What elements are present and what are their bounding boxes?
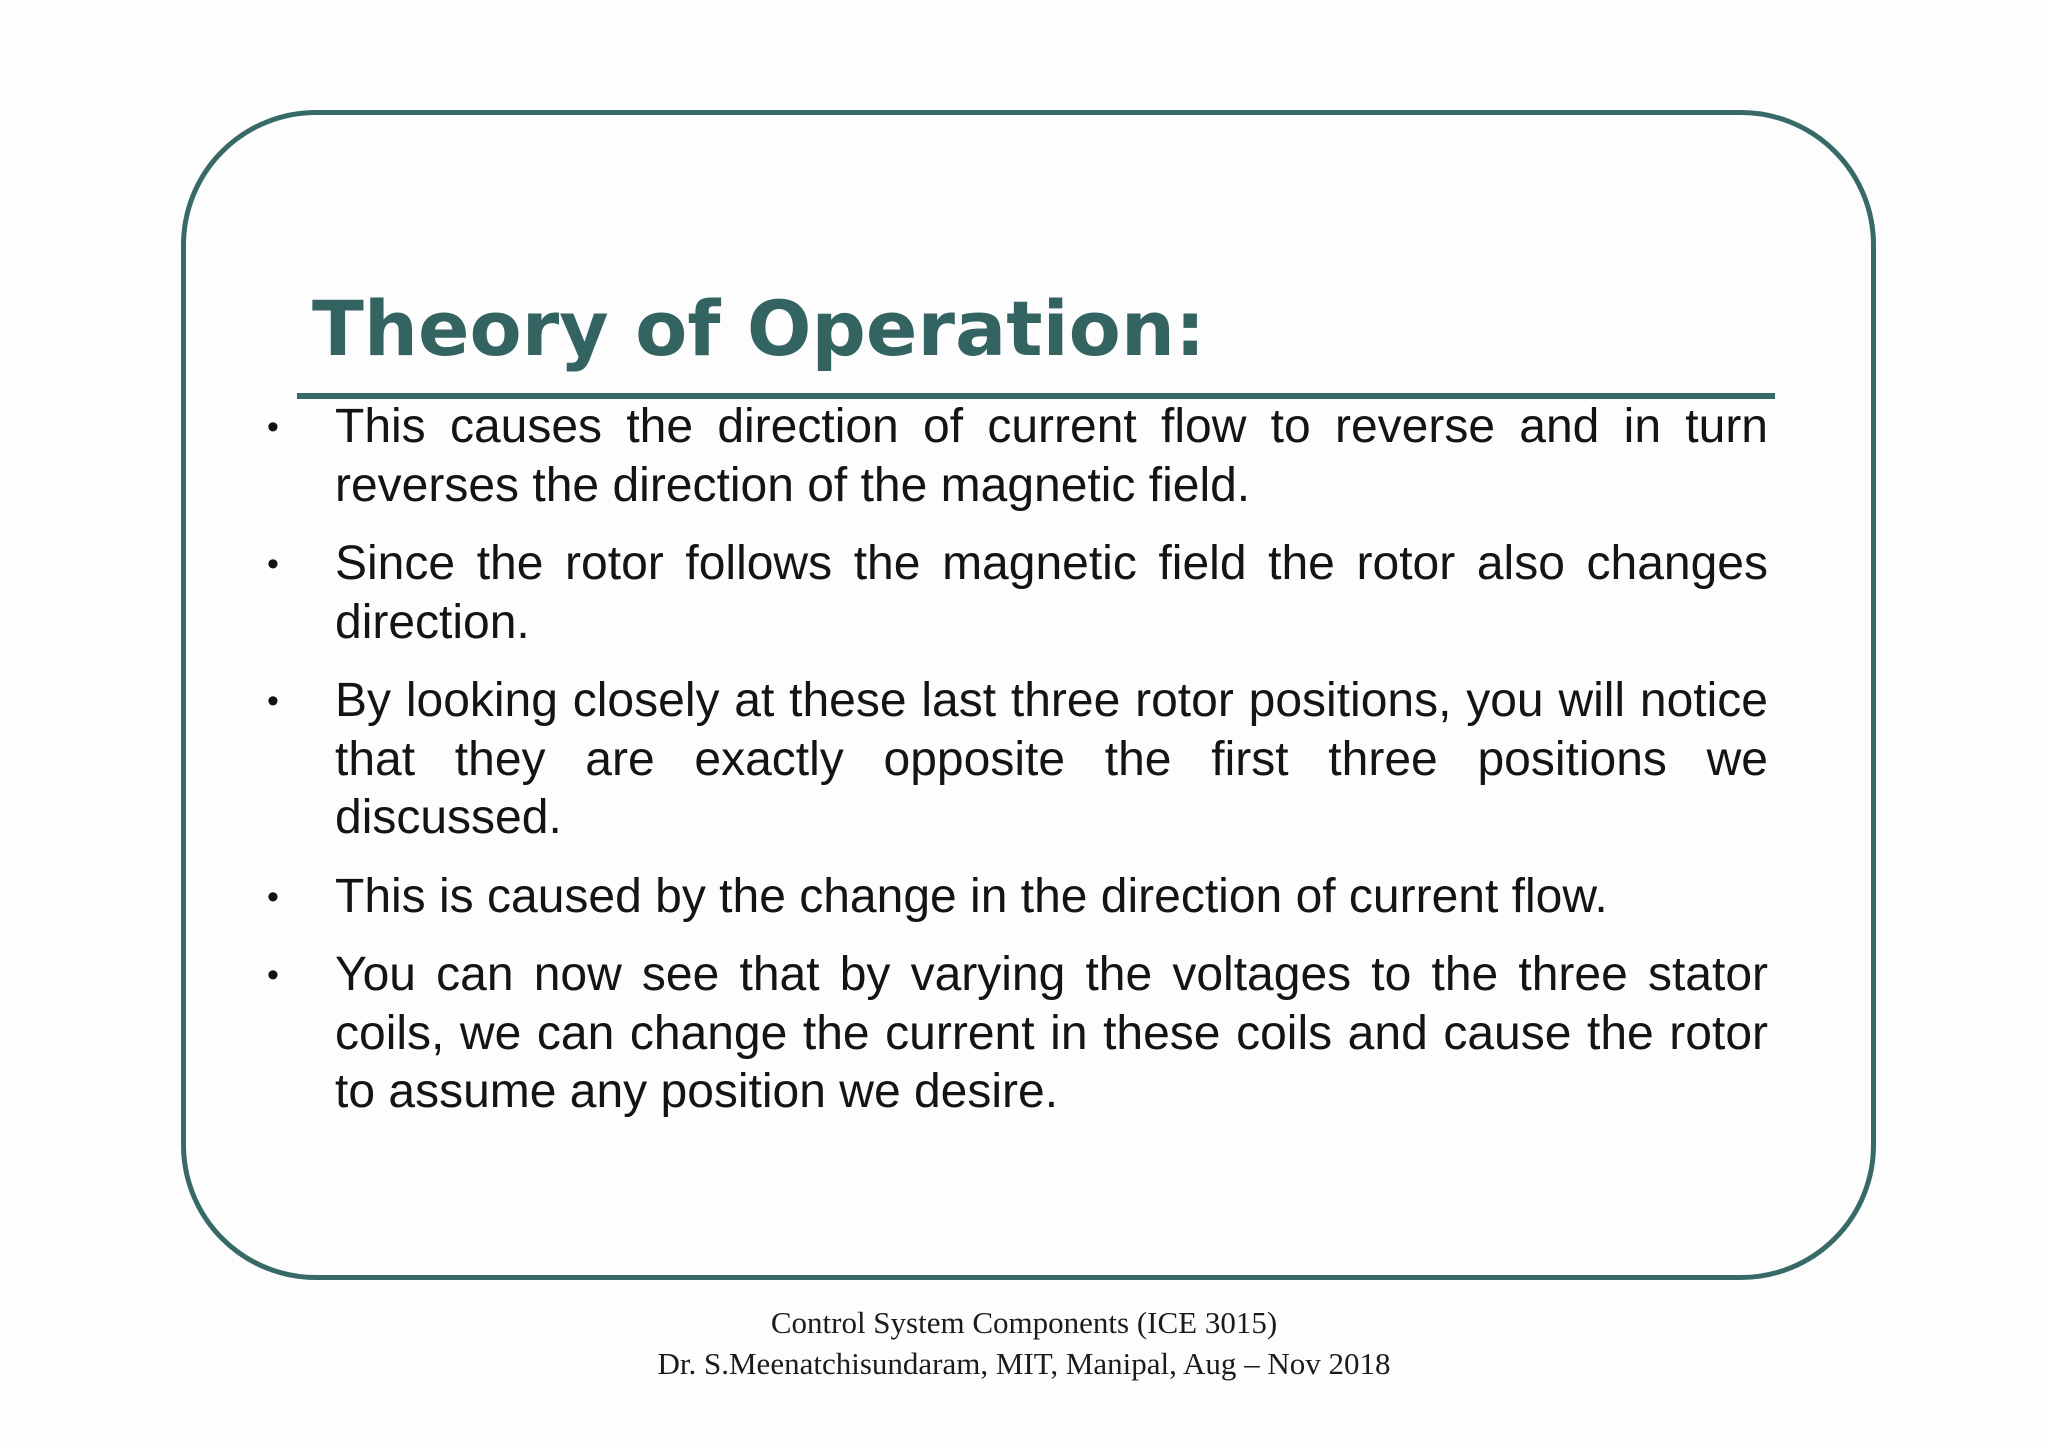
bullet-marker: • — [267, 877, 279, 916]
bullet-text: This is caused by the change in the direction of current flow. — [335, 869, 1608, 923]
footer-author: Dr. S.Meenatchisundaram, MIT, Manipal, Aug – Nov 2018 — [657, 1346, 1391, 1381]
bullet-marker: • — [267, 545, 279, 583]
bullet-item — [262, 946, 1768, 1122]
bullet-text: Since the rotor follows the magnetic field the rotor also changes direction. — [335, 537, 1768, 649]
bullet-item — [262, 868, 1768, 927]
bullet-text: This causes the direction of current flow to reverse and in turn reverses the direction of the magnetic field. — [335, 400, 1768, 512]
bullet-item — [262, 398, 1768, 515]
bullet-marker: • — [267, 682, 279, 720]
bullet-text: By looking closely at these last three rotor positions, you will notice that they are exactly opposite the first three positions we discussed. — [335, 674, 1768, 844]
bullet-marker: • — [267, 956, 279, 994]
bullet-item — [262, 535, 1768, 652]
slide-title: Theory of Operation: — [312, 284, 1206, 373]
bullet-marker: • — [267, 408, 279, 446]
bullet-text: You can now see that by varying the voltages to the three stator coils, we can change the current in these coils and cause the rotor to assume any position we desire. — [335, 948, 1768, 1118]
bullet-list — [262, 398, 1768, 1122]
footer-course: Control System Components (ICE 3015) — [770, 1305, 1278, 1340]
bullet-item — [262, 672, 1768, 848]
